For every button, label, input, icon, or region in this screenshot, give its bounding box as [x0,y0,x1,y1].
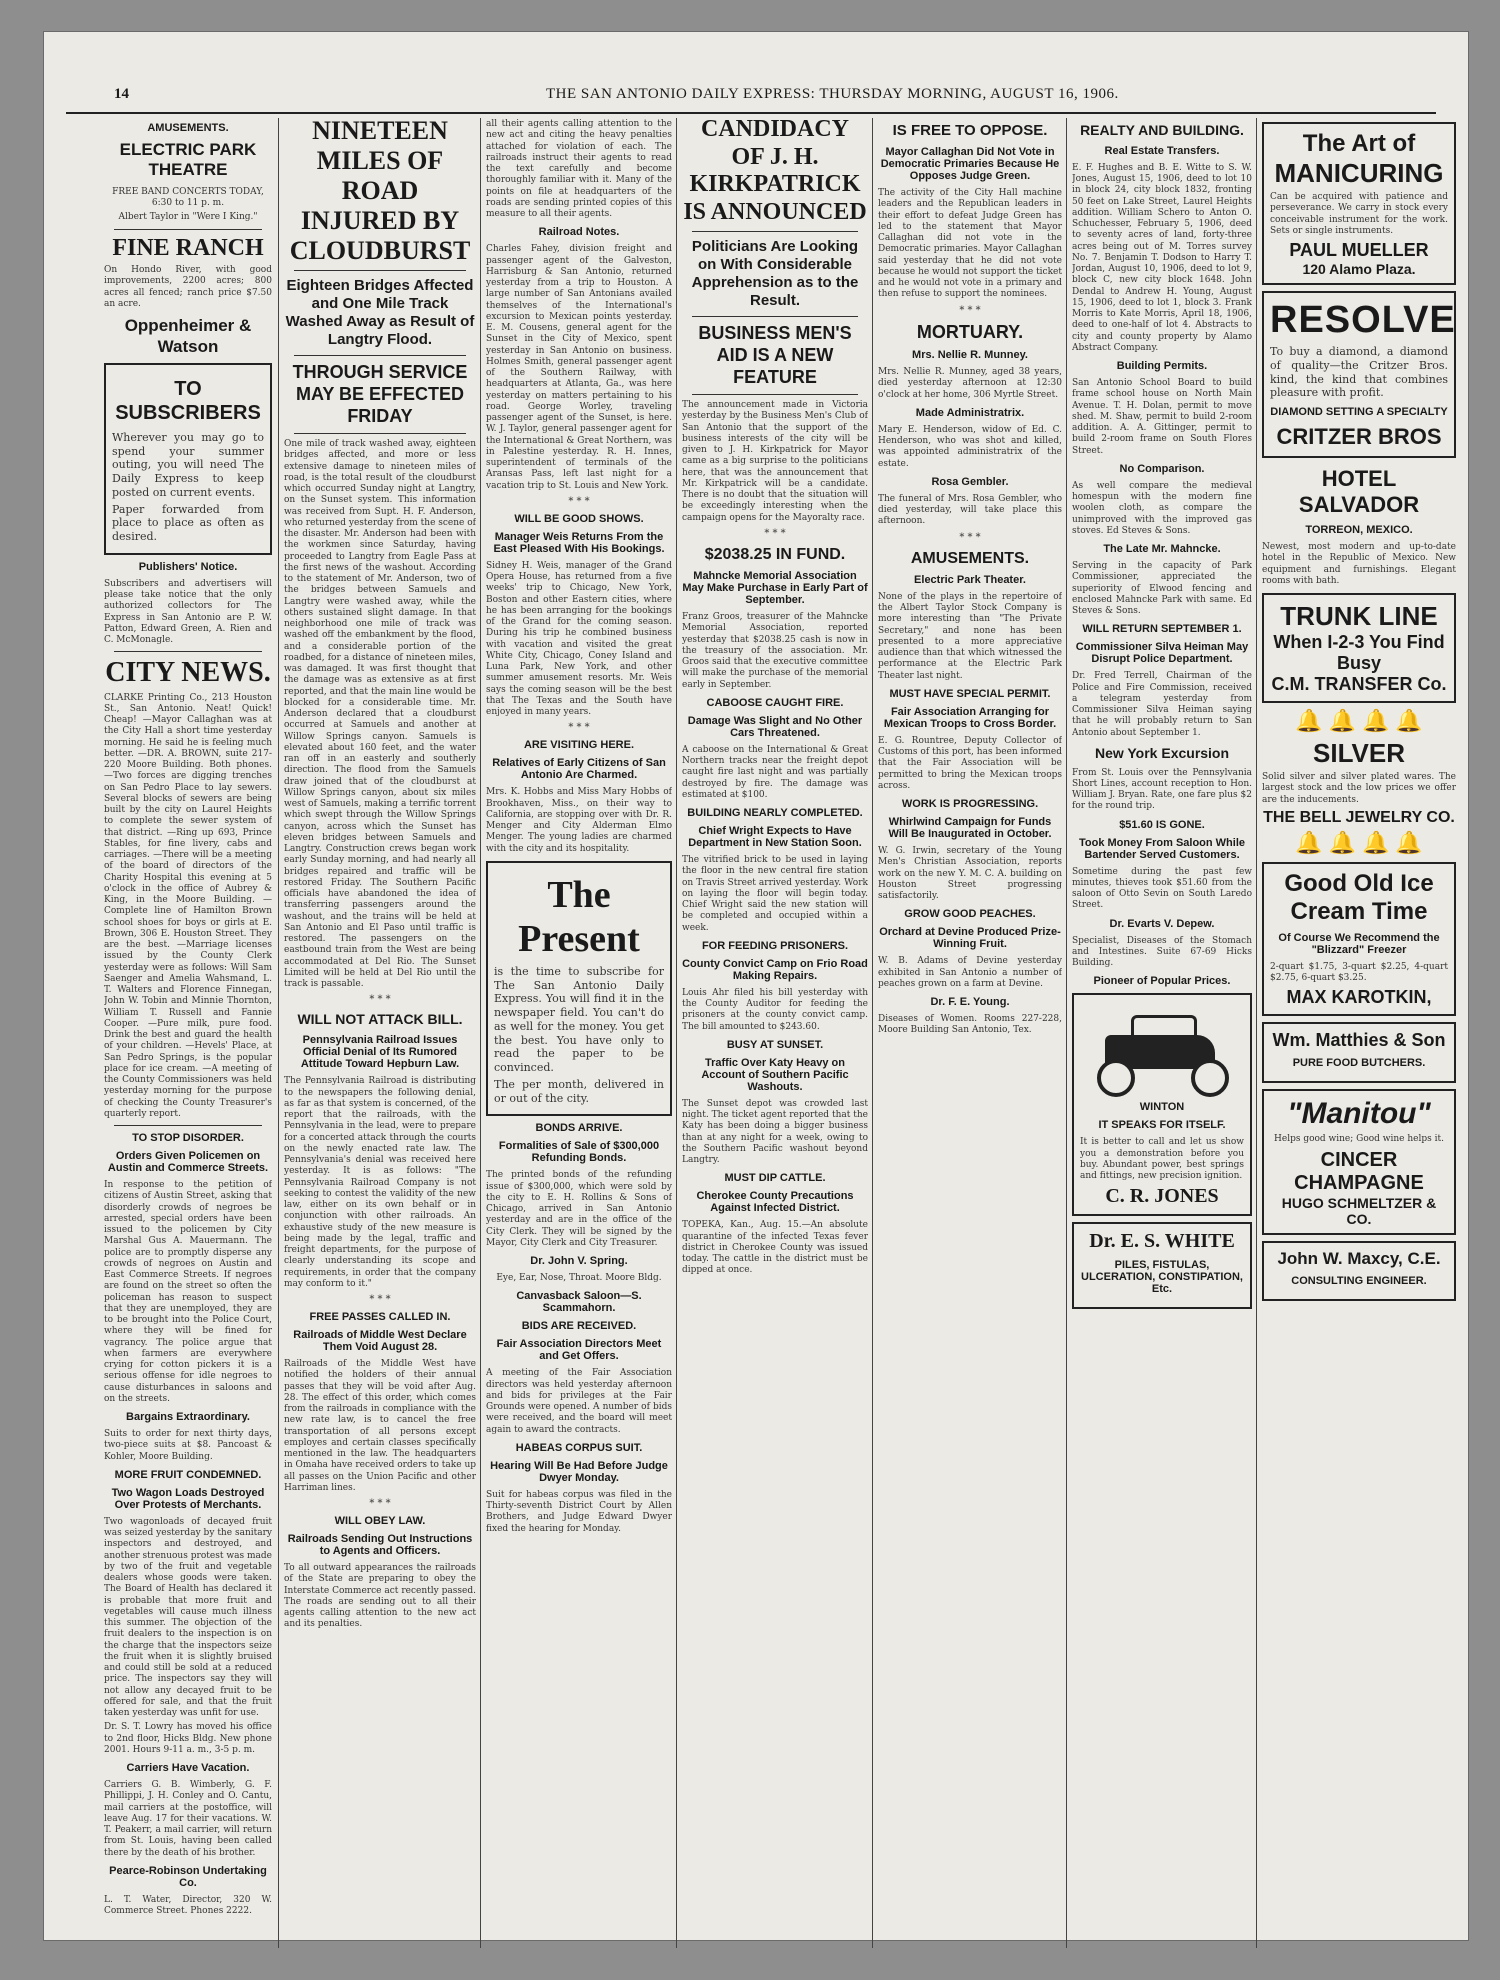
wagon-subhead: Two Wagon Loads Destroyed Over Protests of Merchants. [111,1486,265,1511]
gone-subhead: Took Money From Saloon While Bartender Served Customers. [1078,836,1246,861]
passes-subhead: Railroads of Middle West Declare Them Void August 28. [293,1329,467,1354]
manitou-title: "Manitou" [1287,1097,1431,1131]
carriers-heading: Carriers Have Vacation. [126,1762,250,1775]
silver-title: SILVER [1313,738,1405,768]
transfer-ad [1262,593,1456,703]
column-rule [676,118,677,1948]
railroad-notes-heading: Railroad Notes. [538,226,620,239]
column-2: NINETEEN MILES OF ROAD INJURED BY CLOUDBURST Eighteen Bridges Affected and One Mile Track Washed Away as Result of Langtry Flood. THROUGH SERVICE MAY BE EFFECTED FRIDAY One mile of track washed away, eighteen bridges affected, and more or less extensive damage to nineteen miles of road, is the total result of the cloudburst which occurred Sunday night at Langtry, on the Sunset system. This information was received from Supt. H. F. Anderson, who returned yesterday from the scene of the disaster. Mr. Anderson had been with the workmen since Saturday, having proceeded to Langtry from Eagle Pass at the first news of the washout. According to the statement of Mr. Anderson, two of the bridges between Samuels and Langtry were washed away, while the others sustained slight damage. In that neighborhood one mile of track was washed off the embankment by the flood, and a considerable portion of the roadbed, for a distance of nineteen miles, was damaged. It was first thought that the damage was as extensive as at first reported, and that the main line would be blocked for a considerable time. Mr. Anderson declared that a cloudburst occurred at Samuels and another at Willow Springs canyon. Samuels is elevated about 160 feet, and the water ran off in an easterly and southerly direction. The flood from the Samuels draw joined that of the cloudburst at Willow Springs canyon, about six miles west of Samuels, making a terrific torrent which swept through the Willow Springs canyon, across which the Sunset has eleven bridges between Samuels and Langtry. Construction crews began work early Sunday morning, and had nearly all bridges repaired and traffic will be restored Friday. The Southern Pacific officials have abandoned the idea of transferring passengers around the washout, and the trains will be held at San Antonio and El Paso until traffic is restored. The passengers on the eastbound train from the West are being accommodated at Del Rio. The Sunset Limited will be held at Del Rio until the track is passable. * * * WILL NOT ATTACK BILL. Pennsylvania Railroad Issues Official Denial of Its Rumored Attitude Toward Hepburn Law. The Pennsylvania Railroad is distributing to the newspapers the following denial, as far as that system is concerned, of the report that the railroads, with the Pennsylvania in the lead, were to prepare for a concerted attack through the courts on the newly enacted rate law. The Pennsylvania's denial was received here yesterday. It is as follows: "The Pennsylvania Railroad Company is not seeking to contest the validity of the new law, either on its own behalf or in conjunction with other railroads. An exhaustive study of the new measure is being made by the legal, traffic and freight departments, for the purpose of clearly understanding its scope and requirements, in order that the company may conform to it." * * * FREE PASSES CALLED IN. Railroads of Middle West Declare Them Void August 28. Railroads of the Middle West have notified the holders of their annual passes that they will be void after Aug. 28. The effect of this order, which comes from the railroads in compliance with the new rate law, is to cancel the free transportation of all persons except employes and certain classes specifically mentioned in the law. The headquarters in Omaha have received orders to take up all passes on the Union Pacific and other Harriman lines. * * * WILL OBEY LAW. Railroads Sending Out Instructions to Agents and Officers. To all outward appearances the railroads of the State are preparing to obey the Interstate Commerce act recently passed. The roads are sending out to all their agents calling attention to the new act and its penalties. [284,116,476,1630]
bell-icons-2: 🔔 🔔 🔔 🔔 [1295,830,1423,856]
permit-subhead: Fair Association Arranging for Mexican Troops to Cross Border. [883,705,1057,730]
gembler-heading: Rosa Gembler. [931,475,1009,488]
winton-ad: WINTON IT SPEAKS FOR ITSELF. It is better to call and let us show you a demonstration before you buy. Abundant power, best springs and fittings, new precision ignition. C. R. JONES [1072,993,1252,1216]
ranch-text: On Hondo River, with good improvements, 2200 acres; 800 acres all fenced; ranch price $7.50 an acre. [104,265,272,309]
amusements-heading-2: AMUSEMENTS. [910,549,1030,567]
act-text: Albert Taylor in "Were I King." [118,212,258,223]
peaches-heading: GROW GOOD PEACHES. [904,908,1036,921]
pioneer-heading: Pioneer of Popular Prices. [1093,975,1231,988]
city-news-title: CITY NEWS. [105,657,271,689]
concerts-text: FREE BAND CONCERTS TODAY, 6:30 to 11 p. m. [112,186,264,209]
maxcy-ad [1262,1241,1456,1301]
white-ad [1072,1222,1252,1309]
column-7: The Art of MANICURING Can be acquired with patience and perseverance. We carry in stock every conceivable instrument for the work. Sets or single instruments. PAUL MUELLER 120 Alamo Plaza. RESOLVE To buy a diamond, a diamond of quality—the Critzer Bros. kind, the kind that combines pleasure with profit. DIAMOND SETTING A SPECIALTY CRITZER BROS HOTEL SALVADOR TORREON, MEXICO. Newest, most modern and up-to-date hotel in the Republic of Mexico. New equipment and furnishings. Elegant rooms with bath. TRUNK LINE When I-2-3 You Find Busy C.M. TRANSFER Co. 🔔 🔔 🔔 🔔 SILVER Solid silver and silver plated wares. The largest stock and the low prices we offer are the inducements. THE BELL JEWELRY CO. 🔔 🔔 🔔 🔔 Good Old Ice Cream Time Of Course We Recommend the "Blizzard" Freezer 2-quart $1.75, 3-quart $2.25, 4-quart $2.75, 6-quart $3.25. MAX KAROTKIN, Wm. Matthies & Son PURE FOOD BUTCHERS. "Manitou" Helps good wine; Good wine helps it. CINCER CHAMPAGNE HUGO SCHMELTZER & CO. John W. Maxcy, C.E. CONSULTING ENGINEER. [1262,116,1456,1946]
peaches-subhead: Orchard at Devine Produced Prize-Winning Fruit. [879,926,1061,951]
depew-heading: Dr. Evarts V. Depew. [1109,917,1215,930]
gone-heading: $51.60 IS GONE. [1119,818,1205,831]
visiting-subhead: Relatives of Early Citizens of San Antonio Are Charmed. [492,757,666,782]
oppose-subhead: Mayor Callaghan Did Not Vote in Democratic Primaries Because He Opposes Judge Green. [880,146,1060,182]
good-shows-subhead: Manager Weis Returns From the East Pleased With His Bookings. [493,530,665,555]
present-ad [486,861,672,1117]
excursion-heading: New York Excursion [1094,744,1230,761]
fruit-heading: MORE FRUIT CONDEMNED. [114,1468,262,1481]
prisoners-subhead: County Convict Camp on Frio Road Making Repairs. [682,957,868,982]
column-5: IS FREE TO OPPOSE. Mayor Callaghan Did Not Vote in Democratic Primaries Because He Opposes Judge Green. The activity of the City Hall machine leaders and the Republican leaders in their effort to defeat Judge Green has led to the statement that Mayor Callaghan did not vote in the Democratic primaries. Mayor Callaghan said yesterday that he did not vote because he would not support the ticket and he would not vote in a primary and then refuse to support the nominees. * * * MORTUARY. Mrs. Nellie R. Munney. Mrs. Nellie R. Munney, aged 38 years, died yesterday afternoon at 12:30 o'clock at her home, 306 Myrtle Street. Made Administratrix. Mary E. Henderson, widow of Ed. C. Henderson, who was shot and killed, was appointed administratrix of the estate. Rosa Gembler. The funeral of Mrs. Rosa Gembler, who died yesterday, will take place this afternoon. * * * AMUSEMENTS. Electric Park Theater. None of the plays in the repertoire of the Albert Taylor Stock Company is more interesting than "The Private Secretary," and none has been presented to a more appreciative audience than that which witnessed the performance at the Electric Park Theater last night. MUST HAVE SPECIAL PERMIT. Fair Association Arranging for Mexican Troops to Cross Border. E. G. Rountree, Deputy Collector of Customs of this port, has been informed that the Fair Association will be permitted to bring the Mexican troops across. WORK IS PROGRESSING. Whirlwind Campaign for Funds Will Be Inaugurated in October. W. G. Irwin, secretary of the Young Men's Christian Association, reports work on the new Y. M. C. A. building on Houston Street progressing satisfactorily. GROW GOOD PEACHES. Orchard at Devine Produced Prize-Winning Fruit. W. B. Adams of Devine yesterday exhibited in San Antonio a number of peaches grown on a farm at Devine. Dr. F. E. Young. Diseases of Women. Rooms 227-228, Moore Building San Antonio, Tex. [878,122,1062,1036]
fund-subhead: Mahncke Memorial Association May Make Purchase in Early Part of September. [682,570,868,607]
will-not-subhead: Pennsylvania Railroad Issues Official Denial of Its Rumored Attitude Toward Hepburn Law. [300,1034,460,1071]
cloudburst-subhead: Eighteen Bridges Affected and One Mile Track Washed Away as Result of Langtry Flood. [285,277,475,349]
maxcy-subhead: CONSULTING ENGINEER. [1291,1274,1427,1287]
present-title: The Present [518,873,640,960]
when-title: When I-2-3 You Find Busy [1273,632,1445,673]
obey-heading: WILL OBEY LAW. [334,1515,426,1528]
matthies-ad [1262,1022,1456,1083]
mortuary-heading: MORTUARY. [916,321,1024,342]
dip-subhead: Cherokee County Precautions Against Infected District. [696,1190,854,1215]
permit-heading: MUST HAVE SPECIAL PERMIT. [889,687,1051,700]
cloudburst-headline: NINETEEN MILES OF ROAD INJURED BY CLOUDBURST [289,116,471,265]
subscribers-text: Wherever you may go to spend your summer outing, you will need The Daily Express to keep posted on current events. [112,430,264,499]
young-heading: Dr. F. E. Young. [930,996,1010,1009]
spring-subhead: Eye, Ear, Nose, Throat. Moore Bldg. [496,1273,662,1283]
transfer-title: C.M. TRANSFER Co. [1271,674,1447,694]
permits-heading: Building Permits. [1116,360,1208,373]
fine-ranch-title: FINE RANCH [112,234,264,261]
diamond-heading: DIAMOND SETTING A SPECIALTY [1270,406,1448,418]
stop-disorder-heading: TO STOP DISORDER. [132,1132,244,1145]
winton-label: WINTON [1139,1101,1185,1114]
undertaking-heading: Pearce-Robinson Undertaking Co. [109,1864,267,1889]
column-rule [278,118,279,1948]
caboose-heading: CABOOSE CAUGHT FIRE. [706,696,844,709]
building-subhead: Chief Wright Expects to Have Department in New Station Soon. [688,825,862,850]
progressing-subhead: Whirlwind Campaign for Funds Will Be Inaugurated in October. [888,816,1052,841]
publishers-heading: Publishers' Notice. [138,560,238,573]
forwarded-text: Paper forwarded from place to place as often as desired. [112,502,264,544]
manicuring-title: MANICURING [1274,158,1444,188]
amusements-heading: AMUSEMENTS. [147,122,229,134]
matthies-title: Wm. Matthies & Son [1272,1030,1446,1051]
matthies-subhead: PURE FOOD BUTCHERS. [1292,1057,1426,1070]
orders-subhead: Orders Given Policemen on Austin and Commerce Streets. [107,1150,269,1175]
kirkpatrick-headline: CANDIDACY OF J. H. KIRKPATRICK IS ANNOUNCED [683,116,867,225]
column-3: all their agents calling attention to the new act and citing the heavy penalties attached for violation of each. The railroads instruct their agents to read the text carefully and become thoroughly familiar with it. Many of the points on file at headquarters of the roads are sending printed copies of this measure to all their agents. Railroad Notes. Charles Fahey, division freight and passenger agent of the Galveston, Harrisburg & San Antonio, returned yesterday from a trip to Houston. A large number of San Antonians availed themselves of the International's excursion to Mexican points yesterday. E. M. Cousens, general agent for the Sunset in the City of Mexico, spent yesterday in San Antonio on business. Holmes Smith, general passenger agent of the Southern Railway, with headquarters at Atlanta, Ga., was here yesterday on matters pertaining to his road. George Worley, traveling passenger agent of the Sunset, is here. W. J. Taylor, general passenger agent for the International & Great Northern, was in Palestine yesterday. R. H. Innes, superintendent of terminals of the Aransas Pass, left last night for a vacation trip to St. Louis and New York. * * * WILL BE GOOD SHOWS. Manager Weis Returns From the East Pleased With His Bookings. Sidney H. Weis, manager of the Grand Opera House, has returned from a five weeks' trip to Chicago, New York, Boston and other Eastern cities, where he has been arranging for the bookings of the Grand for the coming season. During his trip he combined business with vacation and visited the great White City, Chicago, Coney Island and Luna Park, New York, and other summer amusement resorts. Mr. Weis says the coming season will be the best that The Texas and the South have enjoyed in many years. * * * ARE VISITING HERE. Relatives of Early Citizens of San Antonio Are Charmed. Mrs. K. Hobbs and Miss Mary Hobbs of Brookhaven, Miss., on their way to California, are stopping over with Dr. R. Menger and City Alderman Elmo Menger. The young ladies are charmed with the city and its hospitality. The Present is the time to subscribe for The San Antonio Daily Express. You will find it in the newspaper field. You can't do as well for the money. You get the best. You have only to read the paper to be convinced. The per month, delivered in or out of the city. BONDS ARRIVE. Formalities of Sale of $300,000 Refunding Bonds. The printed bonds of the refunding issue of $300,000, which were sold by the city to E. H. Rollins & Sons of Chicago, arrived in San Antonio yesterday and are in the office of the City Clerk. They will be signed by the Mayor, City Clerk and City Treasurer. Dr. John V. Spring. Eye, Ear, Nose, Throat. Moore Bldg. Canvasback Saloon—S. Scammahorn. BIDS ARE RECEIVED. Fair Association Directors Meet and Get Offers. A meeting of the Fair Association directors was held yesterday afternoon and bids for privileges at the Fair Grounds were opened. A number of bids were received, and the board will meet again to award the contracts. HABEAS CORPUS SUIT. Hearing Will Be Had Before Judge Dwyer Monday. Suit for habeas corpus was filed in the Thirty-seventh District Court by Allen Brothers, and Judge Edward Dwyer fixed the hearing for Monday. [486,119,672,1534]
mahncke-heading: The Late Mr. Mahncke. [1103,543,1221,556]
progressing-heading: WORK IS PROGRESSING. [901,798,1039,811]
manitou-ad: "Manitou" Helps good wine; Good wine helps it. CINCER CHAMPAGNE HUGO SCHMELTZER & CO. [1262,1089,1456,1234]
white-title: Dr. E. S. WHITE [1089,1230,1235,1253]
passes-heading: FREE PASSES CALLED IN. [309,1311,451,1324]
realty-heading: REALTY AND BUILDING. [1080,122,1244,138]
salvador-title: HOTEL SALVADOR [1298,466,1420,517]
transfers-heading: Real Estate Transfers. [1104,144,1220,157]
resolve-text: To buy a diamond, a diamond of quality—the Critzer Bros. kind, the kind that combines pleasure with profit. [1270,345,1448,400]
present-text: is the time to subscribe for The San Antonio Daily Express. You will find it in the newspaper field. You can't do as well for the money. You get the best. You have only to read the paper to be convinced. [494,964,664,1074]
caboose-subhead: Damage Was Slight and No Other Cars Threatened. [687,714,863,739]
good-shows-heading: WILL BE GOOD SHOWS. [514,512,644,525]
comparison-heading: No Comparison. [1119,462,1205,475]
mueller-title: PAUL MUELLER [1289,240,1429,260]
resolve-title: RESOLVE [1270,299,1456,341]
munney-heading: Mrs. Nellie R. Munney. [912,349,1028,362]
electric-heading: Electric Park Theater. [914,573,1026,586]
torreon-heading: TORREON, MEXICO. [1305,524,1413,536]
page-header [66,78,1436,114]
admin-heading: Made Administratrix. [915,406,1025,419]
bargains-heading: Bargains Extraordinary. [126,1411,250,1424]
oppose-headline: IS FREE TO OPPOSE. [892,122,1048,139]
habeas-heading: HABEAS CORPUS SUIT. [515,1441,643,1454]
critzer-title: CRITZER BROS [1276,424,1442,449]
column-rule [1256,118,1257,1948]
theatre-title: ELECTRIC PARK THEATRE [119,140,257,180]
subscribers-box [104,363,272,555]
column-1: AMUSEMENTS. ELECTRIC PARK THEATRE FREE BAND CONCERTS TODAY, 6:30 to 11 p. m. Albert Taylor in "Were I King." FINE RANCH On Hondo River, with good improvements, 2200 acres; 800 acres all fenced; ranch price $7.50 an acre. Oppenheimer & Watson TO SUBSCRIBERS Wherever you may go to spend your summer outing, you will need The Daily Express to keep posted on current events. Paper forwarded from place to place as often as desired. Publishers' Notice. Subscribers and advertisers will please take notice that the only authorized collectors for The Express in San Antonio are P. W. Patton, Edward Green, A. Rien and C. McMonagle. CITY NEWS. CLARKE Printing Co., 213 Houston St., San Antonio. Neat! Quick! Cheap! —Mayor Callaghan was at the City Hall a short time yesterday morning. He said he is feeling much better. —DR. A. BROWN, suite 217-220 Moore Building. Both phones. —Two forces are digging trenches on San Pedro Place to lay sewers. Several blocks of sewers are being built by the city on Laurel Heights to complete the sewer system of that district. —Ring up 693, Prince Stables, for fine livery, cabs and carriages. —There will be a meeting of the board of directors of the Charity Hospital this evening at 5 o'clock in the office of Aubrey & King, in the Moore Building. —Complete line of Hamilton Brown school shoes for boys or girls at E. Brown, 306 E. Houston Street. They are the best. —Marriage licenses issued by the County Clerk yesterday were as follows: Will Sam Saenger and Amelia Wahsmand, L. T. Walters and Florence Finnegan, John W. Tobin and Minnie Thornton, William T. Russell and Fannie Cooper. —Pure milk, pure food. Drink the best and guard the health of your children. —Hevels' Place, at San Pedro Springs, is the popular place for ice cream. —A meeting of the County Commissioners was held yesterday morning for the purpose of checking the County Treasurer's quarterly report. TO STOP DISORDER. Orders Given Policemen on Austin and Commerce Streets. In response to the petition of citizens of Austin Street, asking that disorderly crowds of negroes be arrested, special orders have been issued to the policemen by City Marshal Gus A. Mauermann. The police are to promptly disperse any crowds of negroes on Austin and East Commerce Streets. If negroes are found on the street so often the policeman has reason to suspect that they are unemployed, they are to be brought into the Police Court, where they will be fined for vagrancy. The police argue that when farmers are everywhere crying for cotton pickers it is a serious offense for idle negroes to cause disturbances in saloons and on the streets. Bargains Extraordinary. Suits to order for next thirty days, two-piece suits at $8. Pancoast & Kohler, Moore Building. MORE FRUIT CONDEMNED. Two Wagon Loads Destroyed Over Protests of Merchants. Two wagonloads of decayed fruit was seized yesterday by the sanitary inspectors and destroyed, and another strenuous protest was made by two of the fruit and vegetable dealers whose goods were taken. The Board of Health has declared it is probable that more fruit and vegetables will cause much illness this summer. The objection of the fruit dealers to the inspection is on the charge that the inspectors seize the fruit when it is slightly bruised and could still be sold at a reduced price. The inspectors say they will not allow any decayed fruit to be offered for sale, and that the fruit taken yesterday was unfit for use. Dr. S. T. Lowry has moved his office to 2nd floor, Hicks Bldg. New phone 2001. Hours 9-11 a. m., 3-5 p. m. Carriers Have Vacation. Carriers G. B. Wimberly, G. F. Phillippi, J. H. Conley and O. Cantu, mail carriers at the postoffice, will leave Aug. 17 for their vacations. W. T. Peakerr, a mail carrier, will return from St. Louis, having been called there by the death of his brother. Pearce-Robinson Undertaking Co. L. T. Water, Director, 320 W. Commerce Street. Phones 2222. [104,122,272,1917]
column-rule [480,118,481,1948]
bonds-subhead: Formalities of Sale of $300,000 Refunding Bonds. [498,1140,660,1165]
maxcy-title: John W. Maxcy, C.E. [1277,1248,1441,1268]
sunset-heading: BUSY AT SUNSET. [726,1038,824,1051]
art-title: The Art of [1302,130,1416,157]
return-heading: WILL RETURN SEPTEMBER 1. [1082,623,1242,636]
dip-heading: MUST DIP CATTLE. [724,1172,826,1185]
through-service-headline: THROUGH SERVICE MAY BE EFFECTED FRIDAY [292,362,468,426]
bell-icons: 🔔 🔔 🔔 🔔 [1295,709,1423,734]
speaks-heading: IT SPEAKS FOR ITSELF. [1098,1119,1226,1132]
column-6: REALTY AND BUILDING. Real Estate Transfers. E. F. Hughes and B. E. Witte to S. W. Jones, August 15, 1906, deed to lot 10 in block 24, city block 1832, fronting 50 feet on Lake Street, Laurel Heights addition. William Schero to Anton O. Schuchesser, February 5, 1906, deed to seventy acres of land, forty-three acres being out of M. Torres survey No. 7. Benjamin T. Dodson to Harry T. Jordan, August 10, 1906, deed to lot 9, block C, new city block 1648. John Dendal to Andrew H. Young, August 15, 1906, deed to lot 1, block 3. Frank Morris to Kate Morris, April 18, 1906, deed to one-half of lot 4. Abstracts to city and county property by Alamo Abstract Company. Building Permits. San Antonio School Board to build frame school house on North Main Avenue. T. H. Dolan, permit to move shed. M. Shaw, permit to build 2-room addition. A. A. Gittinger, permit to build 2-room frame on South Flores Street. No Comparison. As well compare the medieval homespun with the modern fine woolen cloth, as compare the unimproved with the improved gas stoves. Ed Steves & Sons. The Late Mr. Mahncke. Serving in the capacity of Park Commissioner, appreciated the superiority of Elwood fencing and enclosed Mahncke Park with same. Ed Steves & Sons. WILL RETURN SEPTEMBER 1. Commissioner Silva Heiman May Disrupt Police Department. Dr. Fred Terrell, Chairman of the Police and Fire Commission, received a telegram yesterday from Commissioner Silva Heiman saying that he will probably return to San Antonio about September 1. New York Excursion From St. Louis over the Pennsylvania Short Lines, account reception to Hon. William J. Bryan. Rate, one fare plus $2 for the round trip. $51.60 IS GONE. Took Money From Saloon While Bartender Served Customers. Sometime during the past few minutes, thieves took $51.60 from the saloon of Otto Sevin on South Laredo Street. Dr. Evarts V. Depew. Specialist, Diseases of the Stomach and Intestines. Suite 67-69 Hicks Building. Pioneer of Popular Prices. WINTON IT SPEAKS FOR ITSELF. It is better to call and let us show you a demonstration before you buy. Abundant power, best springs and fittings, new precision ignition. C. R. JONES Dr. E. S. WHITE PILES, FISTULAS, ULCERATION, CONSTIPATION, Etc. [1072,116,1252,1946]
column-rule [1066,118,1067,1948]
column-4: CANDIDACY OF J. H. KIRKPATRICK IS ANNOUNCED Politicians Are Looking on With Considerable Apprehension as to the Result. BUSINESS MEN'S AID IS A NEW FEATURE The announcement made in Victoria yesterday by the Business Men's Club of San Antonio that the support of the business interests of the city will be given to J. H. Kirkpatrick for Mayor came as a big surprise to the politicians here, that was the announcement that Mr. Kirkpatrick will be a candidate. There is no doubt that the situation will be exceedingly interesting when the campaign opens for the Mayoralty race. * * * $2038.25 IN FUND. Mahncke Memorial Association May Make Purchase in Early Part of September. Franz Groos, treasurer of the Mahncke Memorial Association, reported yesterday that $2038.25 cash is now in the treasury of the association. Mr. Groos said that the executive committee will make the purchase of the memorial early in September. CABOOSE CAUGHT FIRE. Damage Was Slight and No Other Cars Threatened. A caboose on the International & Great Northern tracks near the freight depot caught fire last night and was partially destroyed by fire. The damage was estimated at $100. BUILDING NEARLY COMPLETED. Chief Wright Expects to Have Department in New Station Soon. The vitrified brick to be used in laying the floor in the new central fire station on Travis Street arrived yesterday. Work on laying the floor will begin today. Chief Wright said the new station will be completed and occupied within a week. FOR FEEDING PRISONERS. County Convict Camp on Frio Road Making Repairs. Louis Ahr filed his bill yesterday with the County Auditor for feeding the prisoners at the county convict camp. The bill amounted to $243.60. BUSY AT SUNSET. Traffic Over Katy Heavy on Account of Southern Pacific Washouts. The Sunset depot was crowded last night. The ticket agent reported that the Katy has been doing a bigger business than at any night for a week, owing to the Southern Pacific washout beyond Langtry. MUST DIP CATTLE. Cherokee County Precautions Against Infected District. TOPEKA, Kan., Aug. 15.—An absolute quarantine of the infected Texas fever district in Cherokee County was issued today. The cattle in the district must be dipped at once. [682,116,868,1276]
fund-headline: $2038.25 IN FUND. [704,545,846,563]
white-subhead: PILES, FISTULAS, ULCERATION, CONSTIPATION, Etc. [1081,1259,1243,1296]
spring-heading: Dr. John V. Spring. [530,1255,628,1267]
jones-title: C. R. JONES [1105,1185,1219,1208]
habeas-subhead: Hearing Will Be Had Before Judge Dwyer Monday. [490,1459,668,1484]
karotkin-title: MAX KAROTKIN, [1286,987,1432,1008]
critzer-ad [1262,291,1456,458]
business-headline: BUSINESS MEN'S AID IS A NEW FEATURE [698,323,852,387]
building-heading: BUILDING NEARLY COMPLETED. [687,807,863,820]
canvasback-heading: Canvasback Saloon—S. Scammahorn. [516,1290,642,1315]
blizzard-heading: Of Course We Recommend the "Blizzard" Freezer [1278,931,1440,956]
masthead: THE SAN ANTONIO DAILY EXPRESS: THURSDAY MORNING, AUGUST 16, 1906. [546,86,1119,102]
schmeltzer-title: HUGO SCHMELTZER & CO. [1281,1194,1437,1227]
automobile-icon [1087,1005,1237,1095]
subscribers-title: TO SUBSCRIBERS [115,377,261,424]
ice-title: Good Old Ice Cream Time [1284,869,1434,925]
sunset-subhead: Traffic Over Katy Heavy on Account of Southern Pacific Washouts. [701,1056,849,1093]
bell-title: THE BELL JEWELRY CO. [1263,808,1455,826]
will-not-headline: WILL NOT ATTACK BILL. [297,1011,463,1028]
manicuring-ad: The Art of MANICURING Can be acquired with patience and perseverance. We carry in stock every conceivable instrument for the work. Sets or single instruments. PAUL MUELLER 120 Alamo Plaza. [1262,122,1456,285]
bids-subhead: Fair Association Directors Meet and Get Offers. [496,1338,662,1363]
mueller-address: 120 Alamo Plaza. [1302,261,1416,277]
bonds-heading: BONDS ARRIVE. [535,1122,623,1135]
ice-cream-ad: Good Old Ice Cream Time Of Course We Recommend the "Blizzard" Freezer 2-quart $1.75, 3-quart $2.25, 4-quart $2.75, 6-quart $3.25. MAX KAROTKIN, [1262,862,1456,1017]
bids-heading: BIDS ARE RECEIVED. [521,1320,637,1333]
column-rule [872,118,873,1948]
kirkpatrick-subhead: Politicians Are Looking on With Considerable Apprehension as to the Result. [691,238,859,310]
return-subhead: Commissioner Silva Heiman May Disrupt Police Department. [1075,641,1249,666]
obey-subhead: Railroads Sending Out Instructions to Agents and Officers. [287,1533,473,1558]
page-number: 14 [114,86,129,102]
cincer-title: CINCER CHAMPAGNE [1294,1148,1424,1194]
trunk-title: TRUNK LINE [1280,601,1438,631]
per-month-text: The per month, delivered in or out of the city. [494,1077,664,1105]
oppenheimer-title: Oppenheimer & Watson [124,316,252,356]
visiting-heading: ARE VISITING HERE. [523,739,635,752]
prisoners-heading: FOR FEEDING PRISONERS. [701,939,849,952]
